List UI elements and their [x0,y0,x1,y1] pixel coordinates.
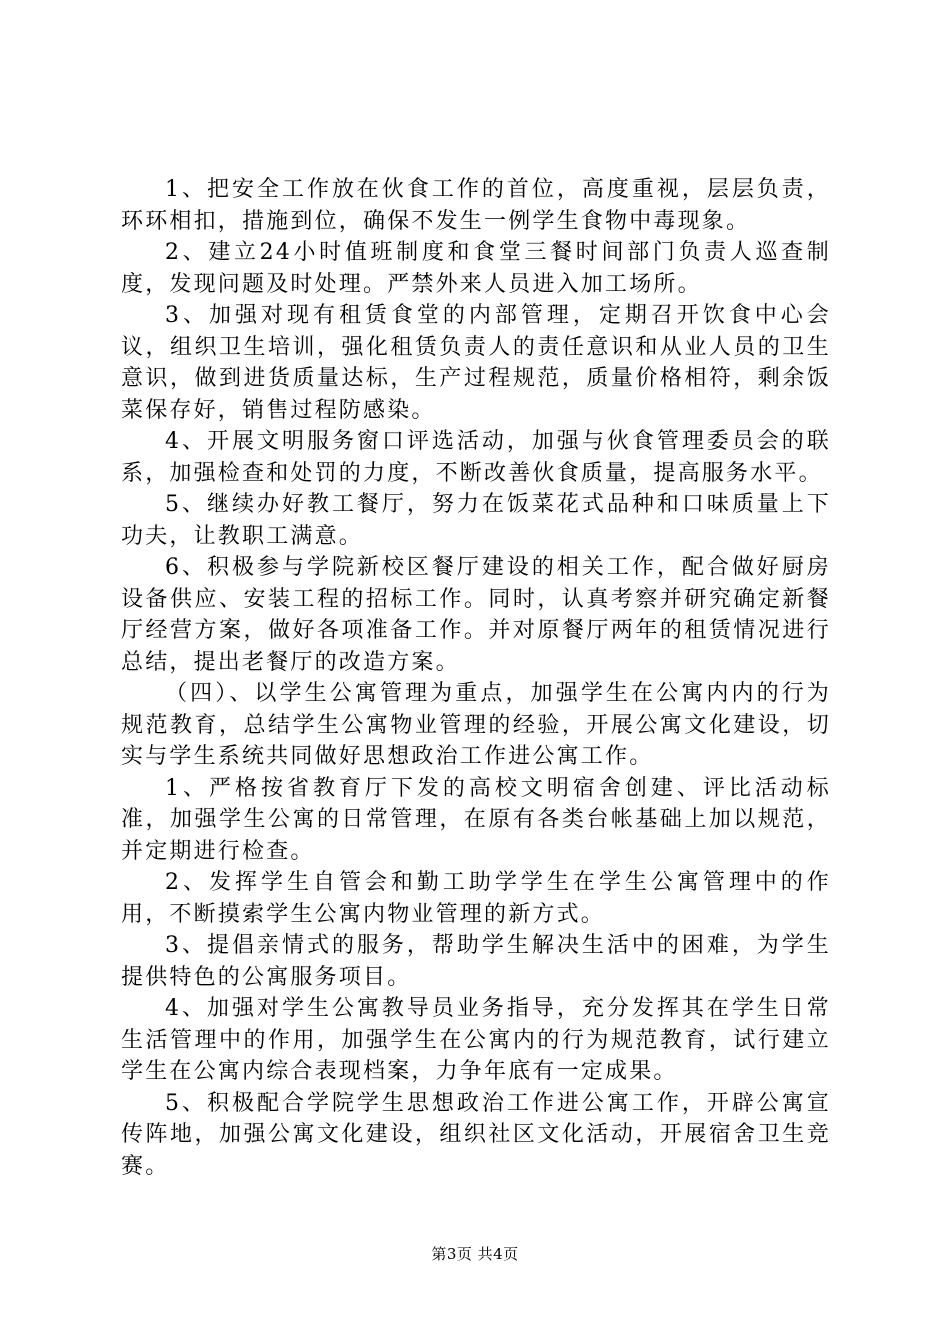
page-number-footer: 第3页 共4页 [431,1245,519,1263]
paragraph-1: 1、把安全工作放在伙食工作的首位，高度重视，层层负责，环环相扣，措施到位，确保不发生一例学生食物中毒现象。 [121,177,831,234]
document-body [121,174,831,1182]
paragraph-11: 5、积极配合学院学生思想政治工作进公寓工作，开辟公寓宣传阵地，加强公寓文化建设，组织社区文化活动，开展宿舍卫生竞赛。 [121,1090,831,1179]
paragraph-5: 5、继续办好教工餐厅，努力在饭菜花式品种和口味质量上下功夫，让教职工满意。 [121,492,831,549]
paragraph-9: 3、提倡亲情式的服务，帮助学生解决生活中的困难，为学生提供特色的公寓服务项目。 [121,933,831,990]
paragraph-2: 2、建立24小时值班制度和食堂三餐时间部门负责人巡查制度，发现问题及时处理。严禁外来人员进入加工场所。 [121,240,831,297]
paragraph-10: 4、加强对学生公寓教导员业务指导，充分发挥其在学生日常生活管理中的作用，加强学生在公寓内的行为规范教育，试行建立学生在公寓内综合表现档案，力争年底有一定成果。 [121,996,831,1084]
paragraph-3: 3、加强对现有租赁食堂的内部管理，定期召开饮食中心会议，组织卫生培训，强化租赁负责人的责任意识和从业人员的卫生意识，做到进货质量达标，生产过程规范，质量价格相符，剩余饭菜保存好，销售过程防感染。 [121,303,831,423]
paragraph-4: 4、开展文明服务窗口评选活动，加强与伙食管理委员会的联系，加强检查和处罚的力度，不断改善伙食质量，提高服务水平。 [121,429,831,486]
paragraph-6: 6、积极参与学院新校区餐厅建设的相关工作，配合做好厨房设备供应、安装工程的招标工作。同时，认真考察并研究确定新餐厅经营方案，做好各项准备工作。并对原餐厅两年的租赁情况进行总结，提出老餐厅的改造方案。 [121,555,831,675]
section-heading-4: （四）、以学生公寓管理为重点，加强学生在公寓内内的行为规范教育，总结学生公寓物业管理的经验，开展公寓文化建设，切实与学生系统共同做好思想政治工作进公寓工作。 [121,681,831,769]
paragraph-7: 1、严格按省教育厅下发的高校文明宿舍创建、评比活动标准，加强学生公寓的日常管理，在原有各类台帐基础上加以规范，并定期进行检查。 [121,775,831,864]
paragraph-8: 2、发挥学生自管会和勤工助学学生在学生公寓管理中的作用，不断摸索学生公寓内物业管理的新方式。 [121,870,831,927]
